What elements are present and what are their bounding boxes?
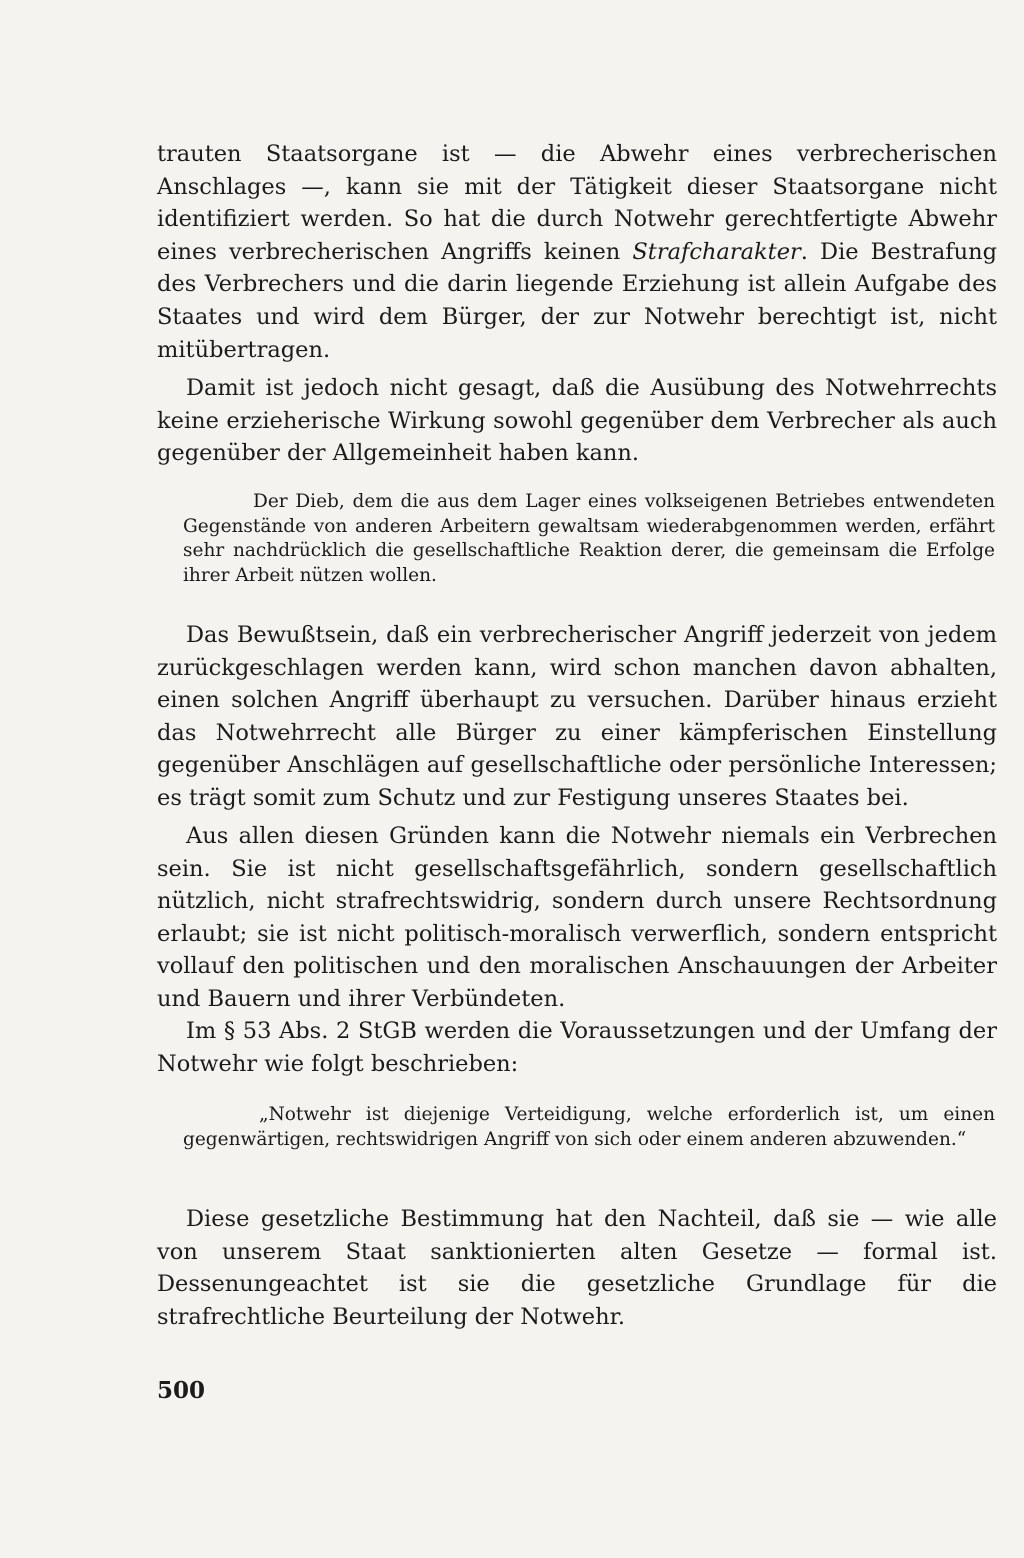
- page-number: 500: [157, 1377, 206, 1404]
- example-block: [183, 490, 995, 588]
- law-quote: „Notwehr ist diejenige Verteidigung, welche erforderlich ist, um einen gegenwärtigen, rechtswidrigen Angriff von sich oder einem anderen abzuwenden.“: [183, 1104, 995, 1150]
- main-text-fifth: [157, 1015, 997, 1080]
- main-text-top: [157, 138, 997, 366]
- law-quote-block: [183, 1103, 995, 1152]
- paragraph-2: Damit ist jedoch nicht gesagt, daß die Ausübung des Notwehrrechts keine erzieherische Wirkung sowohl gegenüber dem Verbrecher als auch gegenüber der Allgemeinheit haben kann.: [157, 375, 997, 467]
- main-text-second: [157, 372, 997, 470]
- paragraph-3: Das Bewußtsein, daß ein verbrecherischer Angriff jederzeit von jedem zurückgeschlagen werden kann, wird schon manchen davon abhalten, einen solchen Angriff überhaupt zu versuchen. Darüber hinaus erzieht das Notwehrrecht alle Bürger zu einer kämpferischen Einstellung gegenüber Anschlägen auf gesellschaftliche oder persönliche Interessen; es trägt somit zum Schutz und zur Festigung unseres Staates bei.: [157, 622, 997, 811]
- emphasis-strafcharakter: Strafcharakter: [632, 238, 801, 265]
- paragraph-5: Im § 53 Abs. 2 StGB werden die Voraussetzungen und der Umfang der Notwehr wie folgt beschrieben:: [157, 1018, 997, 1077]
- paragraph-1: trauten Staatsorgane ist — die Abwehr eines verbrecherischen Anschlages —, kann sie mit der Tätigkeit dieser Staatsorgane nicht identifiziert werden. So hat die durch Notwehr gerechtfertigte Abwehr eines verbrecherischen Angriffs keinen Strafcharakter. Die Bestrafung des Verbrechers und die darin liegende Erziehung ist allein Aufgabe des Staates und wird dem Bürger, der zur Notwehr berechtigt ist, nicht mitübertragen.: [157, 141, 997, 363]
- example-paragraph: Der Dieb, dem die aus dem Lager eines volkseigenen Betriebes entwendeten Gegenstände von anderen Arbeitern gewaltsam wiederabgenommen werden, erfährt sehr nachdrücklich die gesellschaftliche Reaktion derer, die gemeinsam die Erfolge ihrer Arbeit nützen wollen.: [183, 491, 995, 586]
- paragraph-6: Diese gesetzliche Bestimmung hat den Nachteil, daß sie — wie alle von unserem Staat sanktionierten alten Gesetze — formal ist. Dessenungeachtet ist sie die gesetzliche Grundlage für die strafrechtliche Beurteilung der Notwehr.: [157, 1206, 997, 1330]
- main-text-fourth: [157, 820, 997, 1016]
- main-text-bottom: [157, 1203, 997, 1333]
- paragraph-4: Aus allen diesen Gründen kann die Notwehr niemals ein Verbrechen sein. Sie ist nicht gesellschaftsgefährlich, sondern gesellschaftlich nützlich, nicht strafrechtswidrig, sondern durch unsere Rechtsordnung erlaubt; sie ist nicht politisch-moralisch verwerflich, sondern entspricht vollauf den politischen und den moralischen Anschauungen der Arbeiter und Bauern und ihrer Verbündeten.: [157, 823, 997, 1012]
- main-text-middle: [157, 619, 997, 815]
